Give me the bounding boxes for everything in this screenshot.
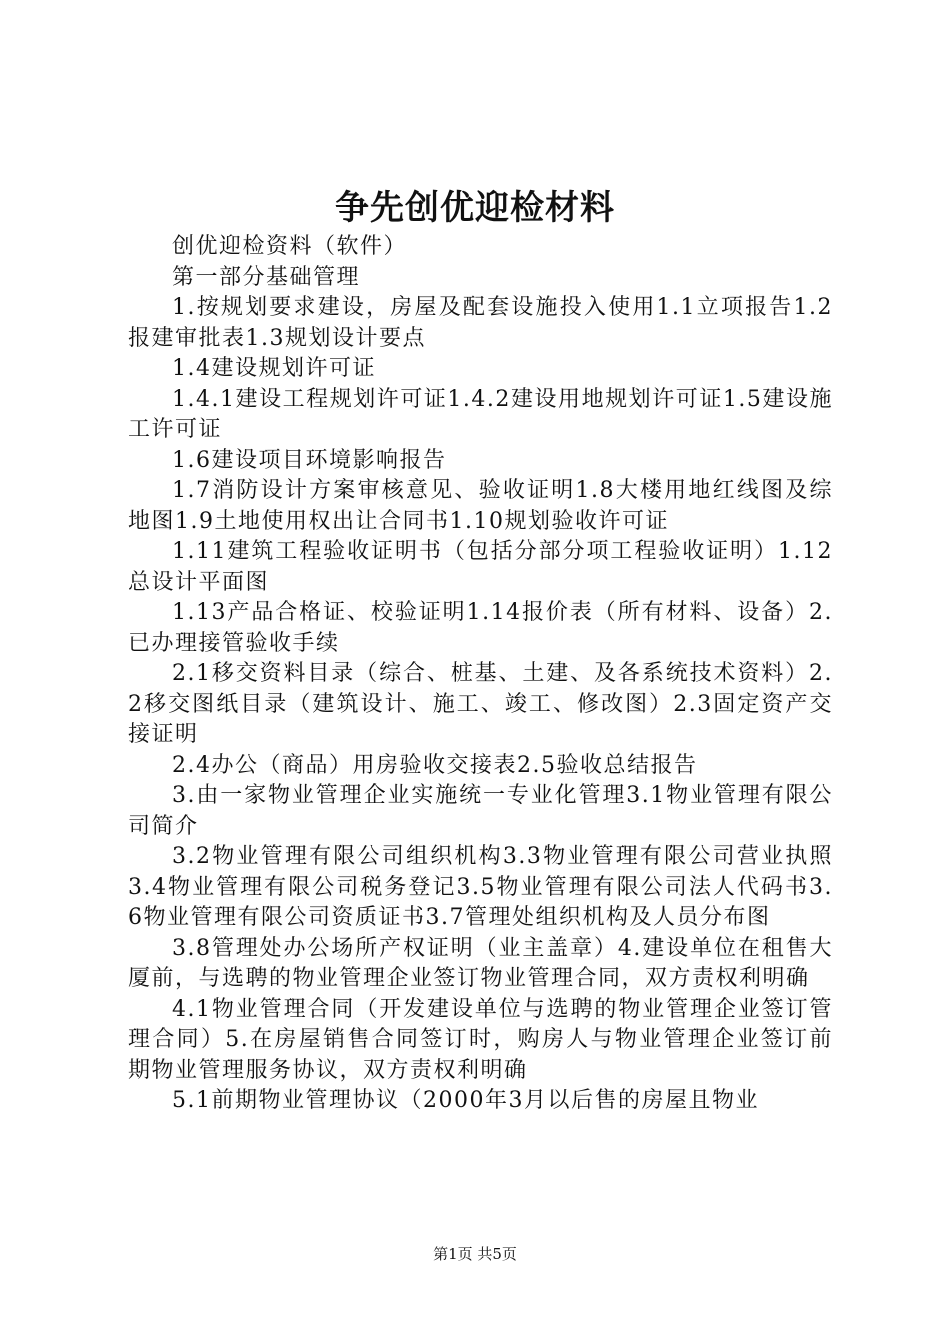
paragraph: 1.6建设项目环境影响报告 (172, 447, 447, 473)
page-number-footer: 第1页 共5页 (433, 1245, 517, 1263)
paragraph: 3.由一家物业管理企业实施统一专业化管理3.1物业管理有限公司简介 (128, 783, 833, 839)
paragraph: 5.1前期物业管理协议（2000年3月以后售的房屋且物业 (172, 1088, 759, 1113)
paragraph: 1.11建筑工程验收证明书（包括分部分项工程验收证明）1.12总设计平面图 (128, 539, 833, 595)
document-body (128, 232, 833, 1117)
paragraph: 4.1物业管理合同（开发建设单位与选聘的物业管理企业签订管理合同）5.在房屋销售合同签订时，购房人与物业管理企业签订前期物业管理服务协议，双方责权利明确 (128, 996, 833, 1083)
paragraph: 1.13产品合格证、校验证明1.14报价表（所有材料、设备）2.已办理接管验收手续 (128, 600, 833, 656)
paragraph: 2.4办公（商品）用房验收交接表2.5验收总结报告 (172, 752, 698, 778)
paragraph: 3.8管理处办公场所产权证明（业主盖章）4.建设单位在租售大厦前，与选聘的物业管理企业签订物业管理合同，双方责权利明确 (128, 935, 833, 991)
paragraph: 创优迎检资料（软件） (172, 234, 408, 259)
paragraph: 1.7消防设计方案审核意见、验收证明1.8大楼用地红线图及综地图1.9土地使用权出让合同书1.10规划验收许可证 (128, 478, 833, 534)
paragraph: 1.4.1建设工程规划许可证1.4.2建设用地规划许可证1.5建设施工许可证 (128, 386, 833, 442)
paragraph: 1.4建设规划许可证 (172, 356, 376, 381)
document-title: 争先创优迎检材料 (335, 188, 615, 228)
paragraph: 第一部分基础管理 (172, 264, 361, 290)
paragraph: 1.按规划要求建设，房屋及配套设施投入使用1.1立项报告1.2报建审批表1.3规划设计要点 (128, 295, 833, 351)
paragraph: 3.2物业管理有限公司组织机构3.3物业管理有限公司营业执照3.4物业管理有限公司税务登记3.5物业管理有限公司法人代码书3.6物业管理有限公司资质证书3.7管理处组织机构及人员分布图 (128, 844, 833, 930)
paragraph: 2.1移交资料目录（综合、桩基、土建、及各系统技术资料）2.2移交图纸目录（建筑设计、施工、竣工、修改图）2.3固定资产交接证明 (128, 661, 833, 747)
